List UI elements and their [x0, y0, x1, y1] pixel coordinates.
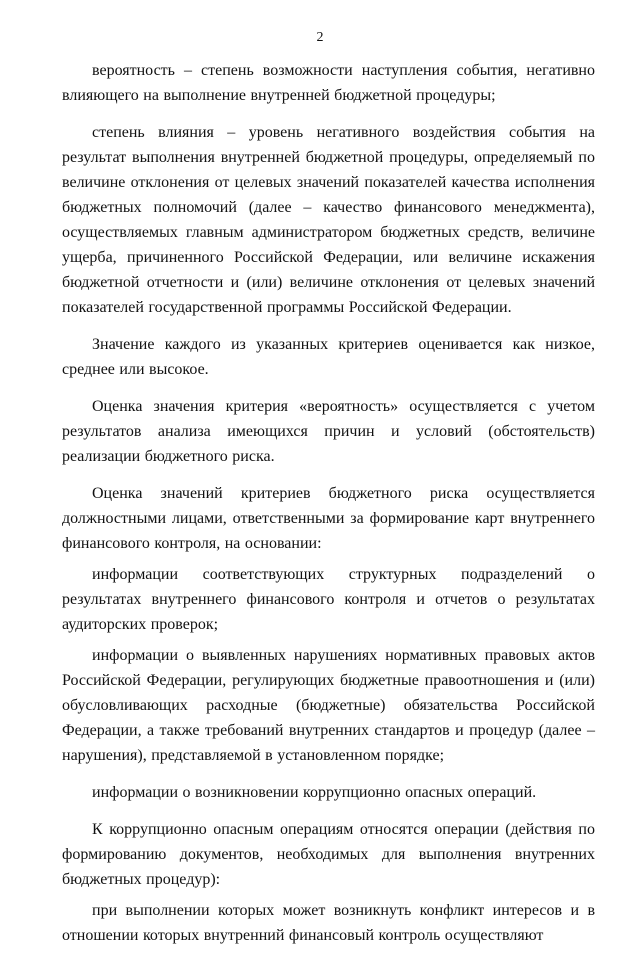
paragraph-info-structural-units: информации соответствующих структурных подразделений о результатах внутреннего финансового контроля и отчетов о результатах аудиторских проверок; — [62, 566, 595, 633]
page-number: 2 — [316, 30, 324, 45]
paragraph-conflict-of-interest: при выполнении которых может возникнуть конфликт интересов и в отношении которых внутренний финансовый контроль осуществляют — [62, 902, 595, 944]
paragraph-risk-assessment-basis: Оценка значений критериев бюджетного риска осуществляется должностными лицами, ответственными за формирование карт внутреннего финансового контроля, на основании: — [62, 485, 595, 552]
paragraph-info-violations: информации о выявленных нарушениях нормативных правовых актов Российской Федерации, регулирующих бюджетные правоотношения и (или) обусловливающих расходные (бюджетные) обязательства Российской Федерации, а также требований внутренних стандартов и процедур (далее – нарушения), представляемой в установленном порядке; — [62, 647, 595, 764]
paragraph-criteria-values: Значение каждого из указанных критериев оценивается как низкое, среднее или высокое. — [62, 336, 595, 378]
paragraph-corruption-operations-definition: К коррупционно опасным операциям относятся операции (действия по формированию документов, необходимых для выполнения внутренних бюджетных процедур): — [62, 821, 595, 888]
document-body — [62, 58, 595, 960]
paragraph-probability-definition: вероятность – степень возможности наступления события, негативно влияющего на выполнение внутренней бюджетной процедуры; — [62, 62, 595, 104]
paragraph-impact-definition: степень влияния – уровень негативного воздействия события на результат выполнения внутренней бюджетной процедуры, определяемый по величине отклонения от целевых значений показателей качества исполнения бюджетных полномочий (далее – качество финансового менеджмента), осуществляемых главным администратором бюджетных средств, величине ущерба, причиненного Российской Федерации, или величине искажения бюджетной отчетности и (или) величине отклонения от целевых значений показателей государственной программы Российской Федерации. — [62, 124, 595, 316]
paragraph-info-corruption-operations: информации о возникновении коррупционно опасных операций. — [92, 784, 537, 801]
paragraph-probability-assessment: Оценка значения критерия «вероятность» осуществляется с учетом результатов анализа имеющихся причин и условий (обстоятельств) реализации бюджетного риска. — [62, 398, 595, 465]
